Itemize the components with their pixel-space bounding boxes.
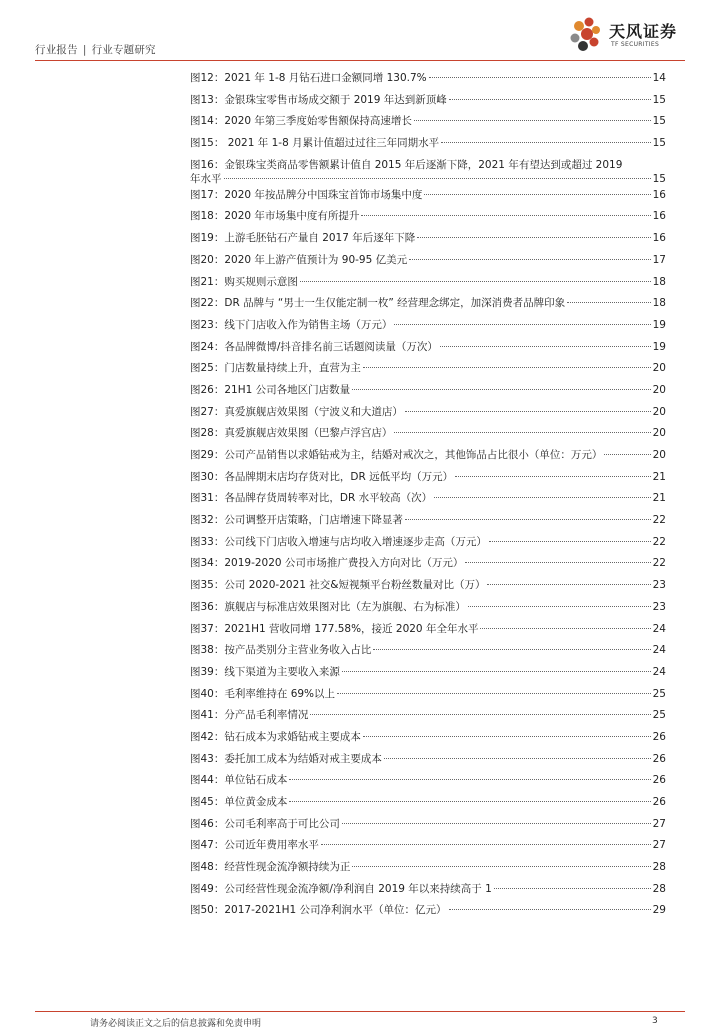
toc-entry-title: 图46：公司毛利率高于可比公司 [190, 817, 340, 830]
page-number: 3 [652, 1016, 658, 1026]
header-breadcrumb [35, 42, 156, 57]
toc-leader-dots [363, 736, 651, 737]
toc-entry[interactable] [190, 879, 666, 901]
toc-entry[interactable] [190, 597, 666, 619]
toc-entry[interactable] [190, 185, 666, 207]
toc-entry[interactable] [190, 445, 666, 467]
toc-entry-page: 27 [652, 839, 666, 852]
brand-logo [565, 14, 705, 54]
toc-entry[interactable] [190, 250, 666, 272]
toc-entry[interactable] [190, 575, 666, 597]
toc-entry[interactable] [190, 358, 666, 380]
toc-leader-dots [405, 519, 651, 520]
toc-entry[interactable] [190, 155, 666, 185]
toc-entry[interactable] [190, 553, 666, 575]
toc-entry-page: 19 [652, 340, 666, 353]
toc-leader-dots [405, 411, 651, 412]
toc-entry-page: 28 [652, 882, 666, 895]
toc-entry-title: 图26：21H1 公司各地区门店数量 [190, 383, 351, 396]
toc-entry-title: 图43：委托加工成本为结婚对戒主要成本 [190, 752, 382, 765]
toc-leader-dots [489, 541, 651, 542]
toc-entry[interactable] [190, 488, 666, 510]
brand-name-cn: 天风证券 [609, 22, 678, 41]
toc-entry-title: 图12：2021 年 1-8 月钻石进口金额同增 130.7% [190, 72, 427, 84]
footer-disclaimer: 请务必阅读正文之后的信息披露和免责申明 [90, 1019, 262, 1029]
toc-leader-dots [361, 215, 650, 216]
toc-entry[interactable] [190, 814, 666, 836]
toc-entry-page: 20 [652, 449, 666, 461]
toc-entry[interactable] [190, 662, 666, 684]
toc-entry-page: 25 [652, 709, 666, 722]
brand-logo-mark [565, 14, 609, 58]
footer-divider [35, 1011, 685, 1012]
toc-entry-page: 15 [652, 173, 666, 186]
toc-entry-title: 图20：2020 年上游产值预计为 90-95 亿美元 [190, 253, 408, 266]
toc-leader-dots [337, 693, 651, 694]
page-header [0, 0, 724, 66]
toc-entry-title: 图39：线下渠道为主要收入来源 [190, 665, 340, 678]
toc-entry[interactable] [190, 423, 666, 445]
toc-leader-dots [414, 120, 651, 121]
toc-entry-title: 图31：各品牌存货周转率对比，DR 水平较高（次） [190, 492, 433, 505]
toc-entry-title: 图17：2020 年按品牌分中国珠宝首饰市场集中度 [190, 188, 423, 201]
toc-leader-dots [465, 562, 650, 563]
toc-entry-title: 图27：真爱旗舰店效果图（宁波义和大道店） [190, 405, 403, 418]
toc-leader-dots [455, 476, 651, 477]
toc-entry-page: 15 [652, 137, 666, 150]
toc-entry[interactable] [190, 749, 666, 771]
toc-entry[interactable] [190, 337, 666, 359]
toc-entry-page: 26 [652, 796, 666, 808]
header-separator: | [82, 44, 87, 56]
toc-entry[interactable] [190, 640, 666, 662]
toc-entry-title: 图14：2020 年第三季度始零售额保持高速增长 [190, 115, 412, 128]
toc-entry-title: 图41：分产品毛利率情况 [190, 709, 309, 722]
header-subcategory: 行业专题研究 [91, 44, 156, 56]
brand-name-en: TF SECURITIES [611, 41, 660, 48]
toc-entry-page: 26 [652, 774, 666, 787]
toc-entry-title: 图47：公司近年费用率水平 [190, 839, 319, 852]
toc-entry[interactable] [190, 90, 666, 112]
toc-entry[interactable] [190, 705, 666, 727]
toc-entry-title: 图23：线下门店收入作为销售主场（万元） [190, 318, 393, 331]
toc-entry-page: 18 [652, 297, 666, 310]
toc-leader-dots [567, 302, 650, 303]
toc-entry-title: 图15： 2021 年 1-8 月累计值超过过往三年同期水平 [190, 137, 440, 150]
toc-entry-title: 图18：2020 年市场集中度有所提升 [190, 210, 360, 223]
toc-entry-title: 图44：单位钻石成本 [190, 774, 288, 787]
toc-entry-title: 图35：公司 2020-2021 社交&短视频平台粉丝数量对比（万） [190, 579, 486, 592]
toc-entry[interactable] [190, 727, 666, 749]
toc-entry-title: 图28：真爱旗舰店效果图（巴黎卢浮宫店） [190, 427, 393, 440]
toc-leader-dots [384, 758, 651, 759]
toc-leader-dots [417, 237, 650, 238]
toc-entry[interactable] [190, 315, 666, 337]
toc-entry[interactable] [190, 272, 666, 294]
toc-entry[interactable] [190, 770, 666, 792]
toc-entry-page: 21 [652, 470, 666, 483]
toc-entry-title-continued: 年水平 [190, 173, 222, 186]
toc-leader-dots [434, 497, 651, 498]
toc-leader-dots [441, 142, 651, 143]
toc-entry-page: 24 [652, 622, 666, 635]
toc-entry[interactable] [190, 684, 666, 706]
toc-entry-page: 20 [652, 405, 666, 418]
toc-entry-title: 图37：2021H1 营收同增 177.58%，接近 2020 年全年水平 [190, 622, 479, 635]
toc-leader-dots [342, 823, 651, 824]
toc-entry[interactable] [190, 510, 666, 532]
toc-entry[interactable] [190, 532, 666, 554]
toc-entry-title: 图13：金银珠宝零售市场成交额于 2019 年达到新顶峰 [190, 93, 447, 106]
toc-entry-page: 16 [652, 232, 666, 245]
toc-entry-page: 23 [652, 600, 666, 613]
toc-entry-page: 23 [652, 579, 666, 592]
toc-entry[interactable] [190, 857, 666, 879]
toc-entry[interactable] [190, 380, 666, 402]
toc-leader-dots [289, 801, 650, 802]
toc-entry[interactable] [190, 206, 666, 228]
toc-entry-page: 28 [652, 861, 666, 874]
toc-leader-dots [352, 866, 650, 867]
toc-entry-title: 图24：各品牌微博/抖音排名前三话题阅读量（万次） [190, 340, 438, 353]
toc-entry-title: 图45：单位黄金成本 [190, 796, 288, 808]
toc-entry-title: 图38：按产品类别分主营业务收入占比 [190, 644, 372, 657]
toc-entry-title: 图48：经营性现金流净额持续为正 [190, 861, 351, 874]
toc-entry-title: 图19：上游毛胚钻石产量自 2017 年后逐年下降 [190, 232, 416, 245]
toc-entry-title: 图33：公司线下门店收入增速与店均收入增速逐步走高（万元） [190, 535, 487, 548]
toc-entry-page: 14 [652, 72, 666, 84]
toc-entry-title: 图50：2017-2021H1 公司净利润水平（单位：亿元） [190, 904, 447, 917]
header-divider [35, 60, 685, 61]
toc-entry[interactable] [190, 402, 666, 424]
toc-entry-title: 图21：购买规则示意图 [190, 275, 298, 288]
toc-entry-page: 24 [652, 665, 666, 678]
toc-entry[interactable] [190, 900, 666, 922]
toc-leader-dots [480, 628, 650, 629]
toc-entry-page: 15 [652, 93, 666, 106]
toc-entry-page: 24 [652, 644, 666, 657]
toc-entry-page: 20 [652, 383, 666, 396]
toc-entry-page: 22 [652, 535, 666, 548]
toc-entry-title: 图25：门店数量持续上升，直营为主 [190, 362, 361, 375]
toc-entry-title: 图29：公司产品销售以求婚钻戒为主，结婚对戒次之，其他饰品占比很小（单位：万元） [190, 449, 603, 461]
toc-entry-page: 19 [652, 318, 666, 331]
toc-leader-dots [373, 649, 650, 650]
toc-entry-page: 26 [652, 730, 666, 743]
toc-entry-title: 图16：金银珠宝类商品零售额累计值自 2015 年后逐渐下降，2021 年有望达到或超过 2019 [190, 158, 623, 171]
toc-entry-page: 21 [652, 492, 666, 505]
toc-entry[interactable] [190, 467, 666, 489]
toc-leader-dots [394, 324, 650, 325]
toc-entry-page: 26 [652, 752, 666, 765]
toc-entry-title: 图40：毛利率维持在 69%以上 [190, 687, 336, 700]
toc-leader-dots [224, 178, 651, 179]
toc-entry-page: 22 [652, 514, 666, 527]
toc-entry-page: 15 [652, 115, 666, 128]
toc-leader-dots [494, 888, 651, 889]
toc-entry-page: 20 [652, 427, 666, 440]
figure-list [190, 68, 666, 922]
toc-leader-dots [289, 779, 650, 780]
toc-entry[interactable] [190, 293, 666, 315]
toc-leader-dots [321, 844, 651, 845]
toc-entry[interactable] [190, 792, 666, 814]
toc-entry[interactable] [190, 111, 666, 133]
toc-entry[interactable] [190, 133, 666, 155]
toc-leader-dots [409, 259, 651, 260]
toc-entry-page: 17 [652, 253, 666, 266]
toc-entry[interactable] [190, 228, 666, 250]
toc-leader-dots [310, 714, 650, 715]
toc-entry-page: 18 [652, 275, 666, 288]
toc-leader-dots [604, 454, 650, 455]
toc-leader-dots [394, 432, 650, 433]
toc-leader-dots [468, 606, 651, 607]
toc-entry-page: 25 [652, 687, 666, 700]
toc-entry-page: 20 [652, 362, 666, 375]
toc-entry-title: 图30：各品牌期末店均存货对比，DR 远低平均（万元） [190, 470, 454, 483]
toc-leader-dots [300, 281, 651, 282]
toc-entry-title: 图32：公司调整开店策略，门店增速下降显著 [190, 514, 403, 527]
toc-leader-dots [487, 584, 650, 585]
toc-entry-page: 16 [652, 210, 666, 223]
toc-entry-page: 27 [652, 817, 666, 830]
header-category: 行业报告 [35, 44, 78, 56]
toc-entry[interactable] [190, 619, 666, 641]
toc-leader-dots [363, 367, 651, 368]
toc-leader-dots [449, 909, 651, 910]
toc-entry-title: 图49：公司经营性现金流净额/净利润自 2019 年以来持续高于 1 [190, 882, 492, 895]
toc-entry-title: 图22：DR 品牌与 “男士一生仅能定制一枚” 经营理念绑定，加深消费者品牌印象 [190, 297, 566, 310]
toc-entry-title: 图34：2019-2020 公司市场推广费投入方向对比（万元） [190, 557, 464, 570]
toc-leader-dots [342, 671, 651, 672]
toc-entry-title: 图36：旗舰店与标准店效果图对比（左为旗舰、右为标准） [190, 600, 466, 613]
toc-leader-dots [449, 99, 651, 100]
toc-leader-dots [424, 194, 650, 195]
toc-entry-title: 图42：钻石成本为求婚钻戒主要成本 [190, 730, 361, 743]
toc-leader-dots [352, 389, 650, 390]
toc-entry-page: 16 [652, 188, 666, 201]
toc-leader-dots [429, 77, 651, 78]
toc-entry-page: 22 [652, 557, 666, 570]
toc-leader-dots [440, 346, 651, 347]
toc-entry-page: 29 [652, 904, 666, 917]
toc-entry[interactable] [190, 835, 666, 857]
toc-entry[interactable] [190, 68, 666, 90]
